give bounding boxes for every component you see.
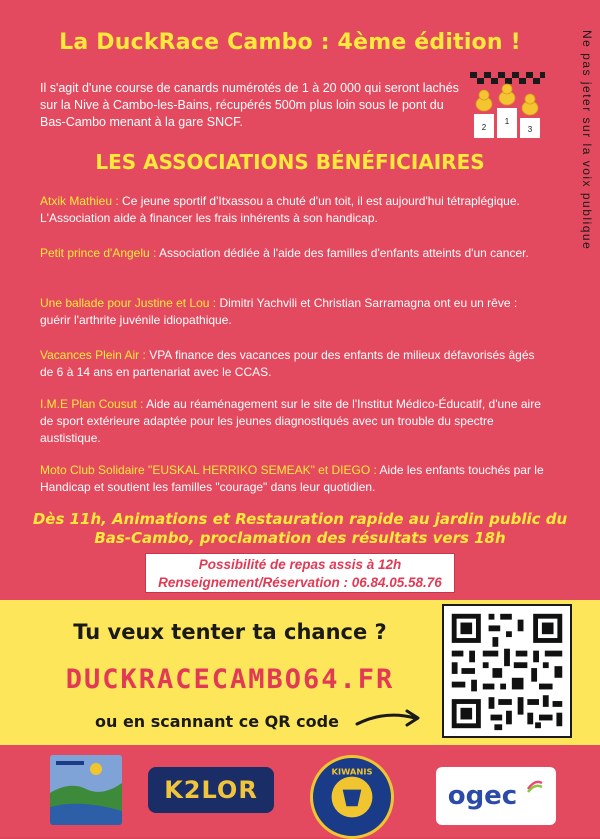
meal-line: Possibilité de repas assis à 12h (198, 557, 402, 572)
podium-label-2: 2 (481, 123, 487, 132)
association-text: Dimitri Yachvili et Christian Sarramagna ont eu un rêve : guérir l'arthrite juvénile idiopathique. (40, 296, 518, 327)
banner-line-1: Dès 11h, Animations et Restauration rapide au jardin public du (32, 510, 568, 528)
podium-label-3: 3 (527, 125, 533, 134)
section-title: LES ASSOCIATIONS BÉNÉFICIAIRES (95, 150, 485, 174)
cta-question: Tu veux tenter ta chance ? (73, 620, 387, 644)
qr-code-icon[interactable] (442, 604, 572, 738)
ogec-label: ogec (447, 781, 518, 811)
association-text: Association dédiée à l'aide des familles d'enfants atteints d'un cancer. (159, 246, 529, 260)
reservation-line: Renseignement/Réservation : 06.84.05.58.76 (158, 575, 442, 590)
association-item (40, 396, 550, 447)
meal-info-box (145, 553, 455, 593)
association-item (40, 245, 550, 262)
association-text: Ce jeune sportif d'Itxassou a chuté d'un toit, il est aujourd'hui tétraplégique. L'Association aide à financer les frais inhérents à son handicap. (40, 194, 520, 225)
association-name: Atxik Mathieu : (40, 194, 119, 208)
event-banner (25, 510, 575, 548)
association-item (40, 193, 550, 227)
sponsor-logos (0, 745, 600, 837)
association-text: Aide les enfants touchés par le Handicap et soutient les familles "courage" dans leur quotidien. (40, 463, 544, 494)
page-title: La DuckRace Cambo : 4ème édition ! (59, 30, 521, 55)
side-notice: Ne pas jeter sur la voix publique (580, 30, 594, 251)
lions-club-logo (50, 755, 122, 825)
association-text: VPA finance des vacances pour des enfants de milieux défavorisés âgés de 6 à 14 ans en partenariat avec le CCAS. (40, 348, 535, 379)
banner-line-2: Bas-Cambo, proclamation des résultats vers 18h (94, 529, 506, 547)
association-name: Moto Club Solidaire "EUSKAL HERRIKO SEMEAK" et DIEGO : (40, 463, 377, 477)
ogec-swoosh-icon (526, 777, 544, 795)
scan-instruction: ou en scannant ce QR code (95, 712, 339, 731)
association-name: Petit prince d'Angelu : (40, 246, 157, 260)
podium-label-1: 1 (504, 117, 510, 126)
website-link[interactable]: DUCKRACECAMBO64.FR (65, 664, 395, 695)
association-item (40, 347, 550, 381)
association-name: Vacances Plein Air : (40, 348, 146, 362)
association-item (40, 295, 550, 329)
kiwanis-label: KIWANIS (331, 766, 373, 777)
korlor-logo: K2LOR (148, 767, 274, 813)
arrow-right-icon (355, 706, 425, 730)
podium-duck-icon (470, 72, 545, 140)
association-name: I.M.E Plan Cousut : (40, 397, 144, 411)
kiwanis-logo (310, 755, 394, 839)
association-item (40, 462, 550, 496)
association-text: Aide au réaménagement sur le site de l'Institut Médico-Éducatif, d'une aire de sport extérieure adaptée pour les jeunes diagnostiqués avec un trouble du spectre austistique. (40, 397, 541, 445)
association-name: Une ballade pour Justine et Lou : (40, 296, 217, 310)
intro-paragraph: Il s'agit d'une course de canards numérotés de 1 à 20 000 qui seront lachés sur la Nive à Cambo-les-Bains, récupérés 500m plus loin sous le pont du Bas-Cambo menant à la gare SNCF. (40, 81, 459, 129)
ogec-logo (436, 767, 556, 825)
